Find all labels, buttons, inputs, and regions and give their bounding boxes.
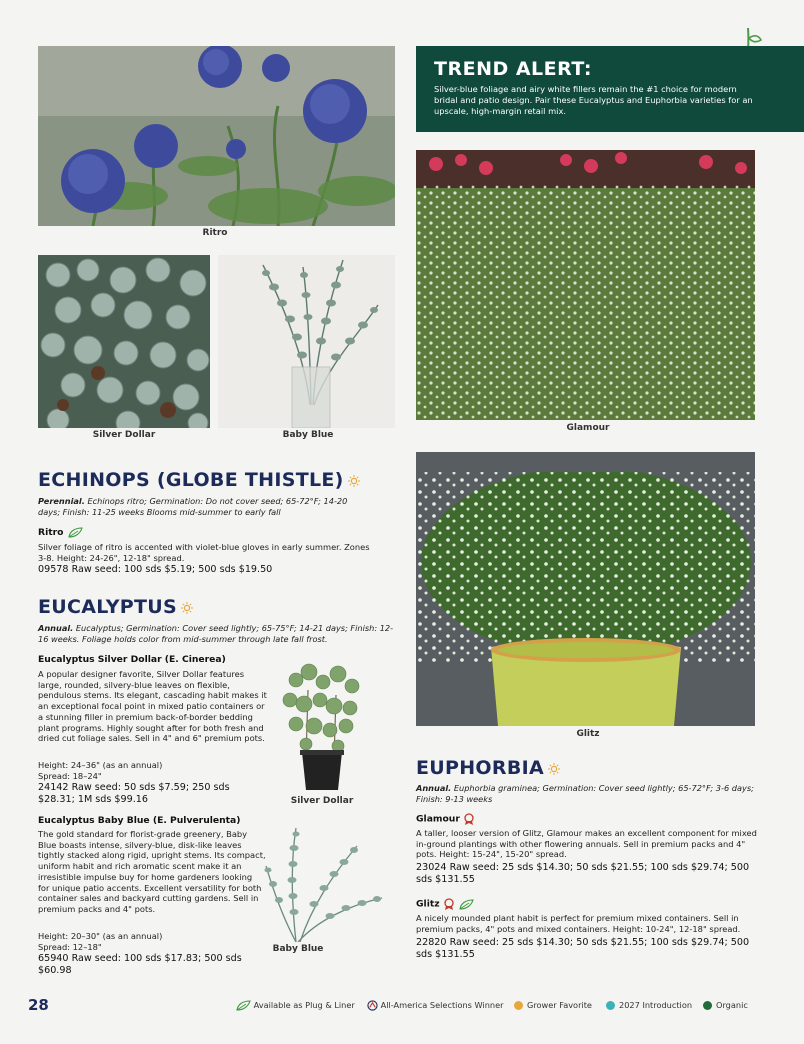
silver-dollar-spread: Spread: 18–24" [38,771,102,781]
echinops-meta [38,496,368,518]
legend-aas [367,1000,503,1011]
glamour-description: A taller, looser version of Glitz, Glamour makes an excellent component for mixed in-ground plantings with other flowering annuals. Sell in premium packs and 4" pots. Height: 15-24", 15-20" spread. [416,828,757,860]
eucalyptus-heading [38,596,193,618]
echinops-meta-label: Perennial. [38,496,85,506]
glitz-caption: Glitz [576,729,600,739]
baby-blue-price: 65940 Raw seed: 100 sds $17.83; 500 sds $60.98 [38,953,242,976]
glitz-photo [416,452,755,726]
glamour-name-text: Glamour [416,813,460,825]
glitz-name-text: Glitz [416,898,440,910]
echinops-heading-text: ECHINOPS (GLOBE THISTLE) [38,469,344,491]
baby-blue-spread: Spread: 12–18" [38,942,102,952]
glamour-price: 23024 Raw seed: 25 sds $14.30; 50 sds $21.55; 100 sds $29.74; 500 sds $131.55 [416,862,750,885]
legend-plug-liner-label: Available as Plug & Liner [253,1000,355,1010]
leaf-icon [235,1000,251,1011]
ritro-description: Silver foliage of ritro is accented with violet-blue gloves in early summer. Zones 3-8. Height: 24-26", 12-18" spread. [38,542,370,563]
ritro-photo [38,46,395,226]
ritro-price: 09578 Raw seed: 100 sds $5.19; 500 sds $19.50 [38,564,273,575]
legend-grower-favorite-label: Grower Favorite [527,1000,592,1010]
ritro-caption: Ritro [202,228,228,238]
ritro-name [38,527,83,538]
leaf-icon [67,527,83,538]
glamour-caption: Glamour [566,423,610,433]
eucalyptus-meta-label: Annual. [38,623,74,633]
baby-blue-description: The gold standard for florist-grade greenery, Baby Blue boasts intense, silvery-blue, disk-like leaves tightly stacked along rigid, upright stems. Its compact, uniform habit and rich aromatic scent make it an irresistible impulse buy for home gardeners looking for unique patio accents. Excellent versatility for both container sales and backyard cutting gardens. Sell in premium packs and 4" pots. [38,829,266,914]
euphorbia-meta-text: Euphorbia graminea; Germination: Cover seed lightly; 65-72°F; 3-6 days; Finish: 9-13 weeks [416,783,754,804]
glamour-name [416,813,475,825]
aas-icon [367,1000,378,1011]
baby-blue-branch-caption: Baby Blue [272,944,324,954]
glitz-price: 22820 Raw seed: 25 sds $14.30; 50 sds $21.55; 100 sds $29.74; 500 sds $131.55 [416,937,750,960]
silver-dollar-foliage-photo [38,255,210,428]
trend-alert-text: Silver-blue foliage and airy white fillers remain the #1 choice for modern bridal and patio design. Pair these Eucalyptus and Euphorbia varieties for an upscale, high-margin retail mix. [434,84,753,116]
silver-dollar-height: Height: 24–36" (as an annual) [38,760,163,770]
legend-organic-label: Organic [716,1000,748,1010]
sun-icon [348,475,360,487]
silver-dollar-pot-photo [276,660,368,792]
sun-icon [181,602,193,614]
ritro-name-text: Ritro [38,527,64,538]
euphorbia-meta [416,783,761,805]
sun-icon [548,763,560,775]
glitz-name [416,898,474,910]
legend-aas-label: All-America Selections Winner [380,1000,504,1010]
glitz-description: A nicely mounded plant habit is perfect for premium mixed containers. Sell in premium packs, 4" pots and mixed containers. Height: 10-24", 12-18" spread. [416,913,741,934]
legend-organic [703,1000,748,1010]
trend-alert-title: TREND ALERT: [434,58,592,80]
legend-introduction-label: 2027 Introduction [619,1000,693,1010]
echinops-heading [38,469,360,491]
aas-icon [443,898,455,910]
euphorbia-heading [416,757,560,779]
aas-icon [463,813,475,825]
silver-dollar-name: Eucalyptus Silver Dollar (E. Cinerea) [38,654,226,665]
legend-plug-liner [235,1000,355,1011]
legend-grower-favorite [514,1000,592,1010]
baby-blue-height: Height: 20–30" (as an annual) [38,931,163,941]
eucalyptus-heading-text: EUCALYPTUS [38,596,177,618]
euphorbia-heading-text: EUPHORBIA [416,757,544,779]
organic-icon [703,1001,712,1010]
grower-favorite-icon [514,1001,523,1010]
baby-blue-name: Eucalyptus Baby Blue (E. Pulverulenta) [38,815,241,826]
leaf-icon [458,899,474,910]
glamour-photo [416,150,755,420]
legend-introduction [606,1000,692,1010]
page-number: 28 [28,996,49,1014]
silver-dollar-description: A popular designer favorite, Silver Dollar features large, rounded, silvery-blue leaves on flexible, pendulous stems. Its elegant, cascading habit makes it an exceptional focal point in mixed patio containers or a stunning filler in premium back-of-border bedding plant programs. Highly sought after for both fresh and dried cut foliage sales. Sell in 4" and 6" premium pots. [38,669,267,744]
eucalyptus-meta [38,623,398,645]
euphorbia-meta-label: Annual. [416,783,452,793]
silver-dollar-top-caption: Silver Dollar [92,430,156,440]
introduction-icon [606,1001,615,1010]
trend-alert-box [416,46,804,132]
baby-blue-top-caption: Baby Blue [282,430,334,440]
echinops-meta-text: Echinops ritro; Germination: Do not cover seed; 65-72°F; 14-20 days; Finish: 11-25 weeks Blooms mid-summer to early fall [38,496,348,517]
baby-blue-branch-photo [262,826,384,942]
silver-dollar-price: 24142 Raw seed: 50 sds $7.59; 250 sds $28.31; 1M sds $99.16 [38,782,230,805]
baby-blue-vase-photo [218,255,395,428]
eucalyptus-meta-text: Eucalyptus; Germination: Cover seed lightly; 65-75°F; 14-21 days; Finish: 12-16 weeks. Foliage holds color from mid-summer through late fall frost. [38,623,394,644]
silver-dollar-pot-caption: Silver Dollar [290,796,354,806]
